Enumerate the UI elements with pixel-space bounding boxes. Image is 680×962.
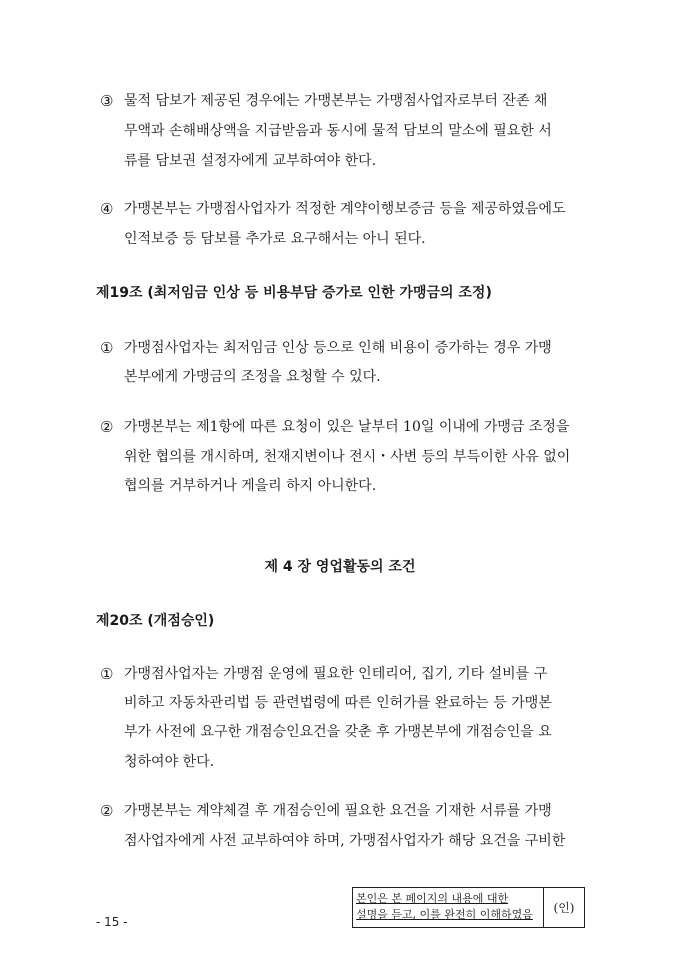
clause-number: ②	[100, 802, 114, 820]
clause-text-line: 가맹점사업자는 최저임금 인상 등으로 인해 비용이 증가하는 경우 가맹	[124, 340, 552, 356]
clause-text-line: 물적 담보가 제공된 경우에는 가맹본부는 가맹점사업자로부터 잔존 채	[124, 93, 548, 109]
article-title: 제19조 (최저임금 인상 등 비용부담 증가로 인한 가맹금의 조정)	[96, 285, 492, 301]
clause-text-line: 인적보증 등 담보를 추가로 요구해서는 아니 된다.	[124, 231, 426, 247]
clause-text-line: 류를 담보권 설정자에게 교부하여야 한다.	[124, 153, 377, 169]
confirmation-statement	[353, 888, 544, 927]
chapter-title: 제 4 장 영업활동의 조건	[264, 559, 416, 575]
seal-field[interactable]: (인)	[553, 901, 575, 915]
clause-text-line: 가맹본부는 계약체결 후 개점승인에 필요한 요건을 기재한 서류를 가맹	[124, 803, 552, 819]
clause-text-line: 비하고 자동차관리법 등 관련법령에 따른 인허가를 완료하는 등 가맹본	[124, 695, 552, 711]
clause-text-line: 위한 협의를 개시하며, 천재지변이나 전시・사변 등의 부득이한 사유 없이	[124, 449, 571, 465]
confirmation-line: 본인은 본 페이지의 내용에 대한	[356, 892, 509, 905]
clause-text-line: 가맹점사업자는 가맹점 운영에 필요한 인테리어, 집기, 기타 설비를 구	[124, 666, 548, 682]
clause-text-line: 협의를 거부하거나 게을리 하지 아니한다.	[124, 478, 377, 494]
clause-text-line: 본부에게 가맹금의 조정을 요청할 수 있다.	[124, 369, 381, 385]
confirmation-box	[352, 887, 585, 928]
clause-number: ①	[100, 665, 114, 683]
clause-number: ①	[100, 339, 114, 357]
clause-text-line: 부가 사전에 요구한 개점승인요건을 갖춘 후 가맹본부에 개점승인을 요	[124, 724, 552, 740]
article-title: 제20조 (개점승인)	[96, 613, 215, 629]
page-number: - 15 -	[96, 915, 128, 929]
clause-text-line: 가맹본부는 가맹점사업자가 적정한 계약이행보증금 등을 제공하였음에도	[124, 201, 566, 217]
clause-text-line: 청하여야 한다.	[124, 754, 215, 770]
clause-number: ②	[100, 418, 114, 436]
clause-text-line: 무액과 손해배상액을 지급받음과 동시에 물적 담보의 말소에 필요한 서	[124, 123, 552, 139]
clause-number: ③	[100, 92, 114, 110]
clause-text-line: 가맹본부는 제1항에 따른 요청이 있은 날부터 10일 이내에 가맹금 조정을	[124, 419, 570, 435]
clause-number: ④	[100, 200, 114, 218]
confirmation-line: 설명을 듣고, 이를 완전히 이해하였음	[356, 908, 533, 921]
clause-text-line: 점사업자에게 사전 교부하여야 하며, 가맹점사업자가 해당 요건을 구비한	[124, 833, 566, 849]
